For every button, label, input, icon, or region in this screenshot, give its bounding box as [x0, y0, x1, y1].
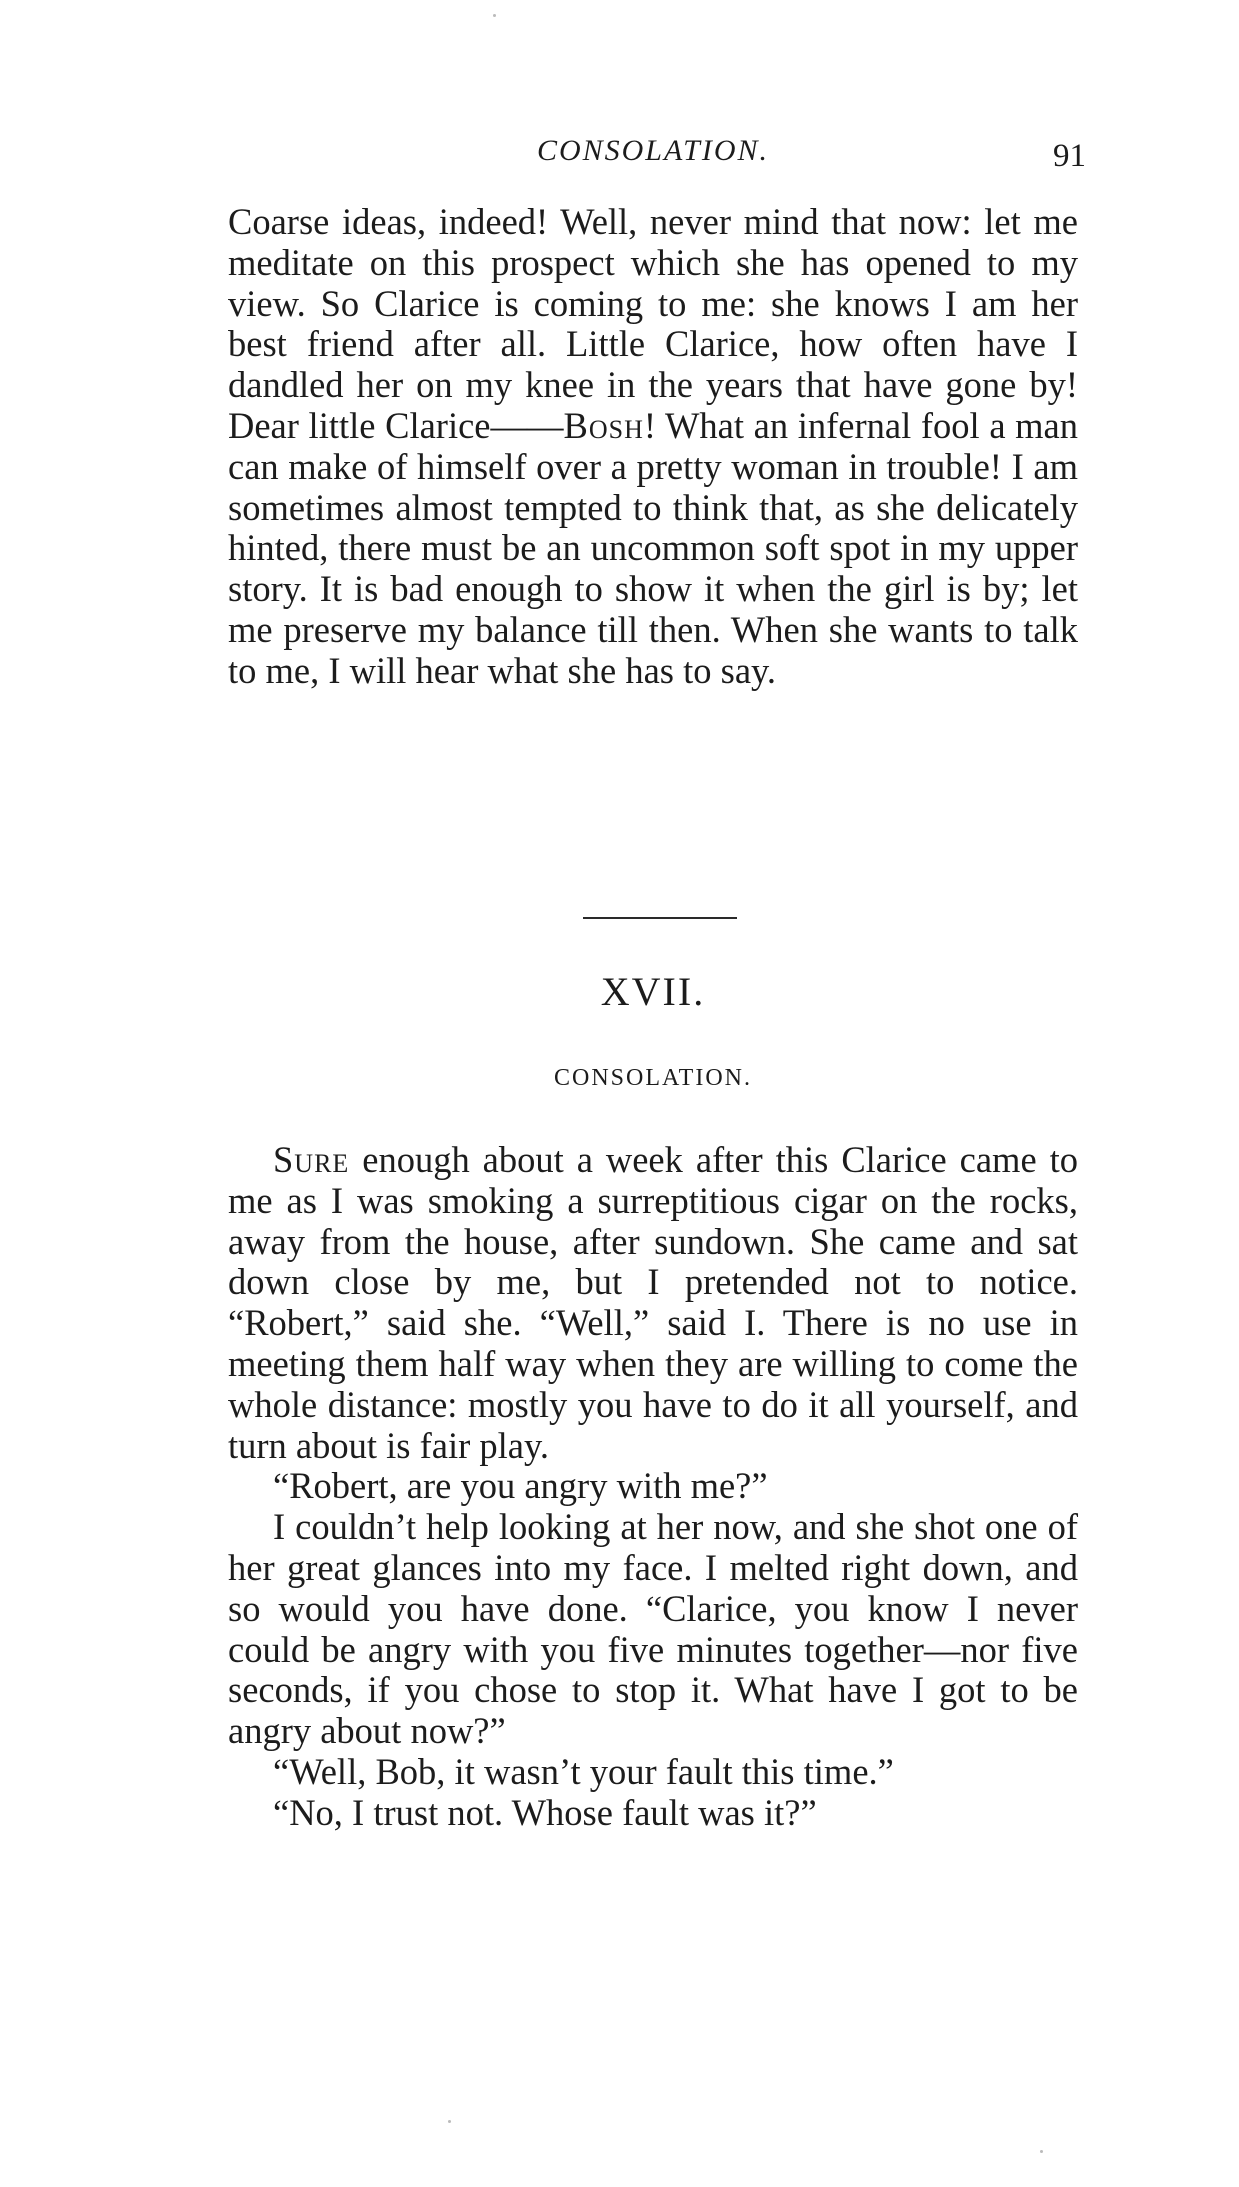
chapter-number: XVII.	[600, 969, 706, 1014]
paper-speck	[493, 14, 496, 17]
paper-speck	[448, 2120, 451, 2123]
paragraph-text: ! What an infernal fool a man can make of himself over a pretty woman in trouble! I am sometimes almost tempted to think that, as she delicately hinted, there must be an uncommon soft spot in my upper story. It is bad enough to show it when the girl is by; let me preserve my balance till then. When she wants to talk to me, I will hear what she has to say.	[228, 404, 1078, 691]
paper-speck	[1040, 2150, 1043, 2153]
chapter-title: CONSOLATION.	[554, 1065, 752, 1091]
paragraph: “Robert, are you angry with me?”	[273, 1465, 768, 1507]
paragraph: “No, I trust not. Whose fault was it?”	[273, 1791, 817, 1833]
paragraph: I couldn’t help looking at her now, and she shot one of her great glances into my face. I melted right down, and so would you have done. “Clarice, you know I never could be angry with you five minutes together—nor five seconds, if you chose to stop it. What have I got to be angry about now?”	[228, 1506, 1078, 1752]
paragraph-text: enough about a week after this Clarice came to me as I was smoking a surreptitious cigar on the rocks, away from the house, after sundown. She came and sat down close by me, but I pretended not to notice. “Robert,” said she. “Well,” said I. There is no use in meeting them half way when they are willing to come the whole distance: mostly you have to do it all yourself, and turn about is fair play.	[228, 1139, 1078, 1466]
paragraph	[228, 202, 1078, 692]
section-two-text	[228, 1140, 1078, 1834]
section-divider-rule	[583, 917, 737, 919]
paragraph	[228, 1140, 1078, 1466]
small-caps-word: Bosh	[563, 404, 644, 446]
page-number: 91	[1053, 138, 1086, 174]
section-one-text	[228, 202, 1078, 692]
small-caps-opening-word: Sure	[273, 1139, 350, 1180]
paragraph-text: Coarse ideas, indeed! Well, never mind that now: let me meditate on this prospect which she has opened to my view. So Clarice is coming to me: she knows I am her best friend after all. Little Clarice, how often have I dandled her on my knee in the years that have gone by! Dear little Clarice——	[228, 201, 1078, 446]
running-title: CONSOLATION.	[536, 134, 770, 167]
paragraph: “Well, Bob, it wasn’t your fault this time.”	[273, 1750, 894, 1792]
running-head	[228, 128, 1086, 178]
